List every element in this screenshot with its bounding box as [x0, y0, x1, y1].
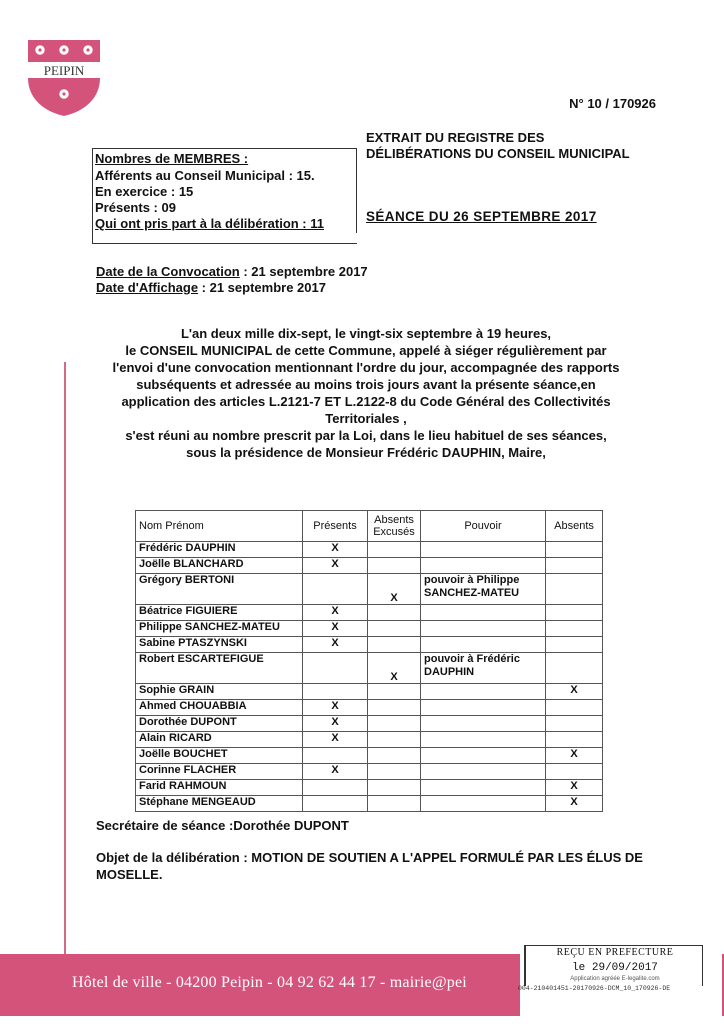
proxy-cell: [421, 684, 546, 700]
extract-line-1: EXTRAIT DU REGISTRE DES: [366, 130, 545, 145]
absent-mark: X: [546, 796, 603, 812]
member-name: Joëlle BOUCHET: [136, 748, 303, 764]
attendance-table: [135, 510, 603, 812]
proxy-line-2: SANCHEZ-MATEU: [424, 587, 520, 599]
members-exercice: En exercice : 15: [95, 184, 194, 199]
preamble-line: Territoriales ,: [325, 411, 407, 426]
proxy-cell: [421, 716, 546, 732]
members-afferents: Afférents au Conseil Municipal : 15.: [95, 168, 315, 183]
absent-mark: [546, 716, 603, 732]
proxy-cell: [421, 653, 546, 684]
absent-mark: X: [546, 684, 603, 700]
member-name: Béatrice FIGUIERE: [136, 605, 303, 621]
member-name: Corinne FLACHER: [136, 764, 303, 780]
proxy-cell: [421, 796, 546, 812]
absent-mark: [546, 542, 603, 558]
excused-mark: [368, 732, 421, 748]
table-row: [136, 558, 603, 574]
table-row: [136, 700, 603, 716]
present-mark: X: [303, 542, 368, 558]
table-row: [136, 780, 603, 796]
member-name: Alain RICARD: [136, 732, 303, 748]
absent-mark: [546, 700, 603, 716]
convocation-label: Date de la Convocation: [96, 264, 240, 279]
object-label: Objet de la délibération: [96, 850, 240, 865]
table-row: [136, 748, 603, 764]
proxy-cell: [421, 605, 546, 621]
present-mark: X: [303, 558, 368, 574]
convocation-date: [96, 264, 368, 279]
member-name: Farid RAHMOUN: [136, 780, 303, 796]
proxy-cell: [421, 700, 546, 716]
absent-mark: [546, 732, 603, 748]
excused-mark: [368, 700, 421, 716]
present-mark: [303, 684, 368, 700]
excused-mark: [368, 748, 421, 764]
stamp-title: REÇU EN PREFECTURE: [556, 947, 674, 958]
affichage-value: : 21 septembre 2017: [198, 280, 326, 295]
excused-mark: [368, 605, 421, 621]
excused-mark: [368, 764, 421, 780]
present-mark: X: [303, 700, 368, 716]
present-mark: X: [303, 637, 368, 653]
header-absents: Absents: [546, 511, 603, 542]
proxy-cell: [421, 748, 546, 764]
proxy-cell: [421, 637, 546, 653]
preamble-line: L'an deux mille dix-sept, le vingt-six septembre à 19 heures,: [180, 326, 552, 341]
members-title: Nombres de MEMBRES :: [95, 151, 249, 166]
absent-mark: [546, 653, 603, 684]
extract-header: [366, 130, 686, 162]
absent-mark: X: [546, 748, 603, 764]
member-name: Ahmed CHOUABBIA: [136, 700, 303, 716]
header-presents: Présents: [303, 511, 368, 542]
object-value: : MOTION DE SOUTIEN A L'APPEL FORMULÉ PAR LES ÉLUS DE MOSELLE.: [96, 850, 643, 882]
session-title: SÉANCE DU 26 SEPTEMBRE 2017: [366, 209, 597, 224]
excused-mark: [368, 558, 421, 574]
members-box: [92, 148, 357, 244]
proxy-line-1: pouvoir à Philippe: [424, 574, 520, 586]
stamp-date: le 29/09/2017: [572, 962, 658, 974]
deliberation-reference: N° 10 / 170926: [569, 96, 656, 111]
absent-mark: [546, 637, 603, 653]
present-mark: [303, 748, 368, 764]
present-mark: X: [303, 605, 368, 621]
excused-mark: [368, 684, 421, 700]
excused-mark: [368, 796, 421, 812]
header-name: Nom Prénom: [136, 511, 303, 542]
excused-mark: [368, 637, 421, 653]
member-name: Joëlle BLANCHARD: [136, 558, 303, 574]
proxy-line-1: pouvoir à Frédéric: [424, 653, 520, 665]
member-name: Robert ESCARTEFIGUE: [136, 653, 303, 684]
members-votants: Qui ont pris part à la délibération : 11: [95, 216, 324, 231]
stamp-application: Application agréée E-legalite.com: [570, 976, 660, 982]
member-name: Sophie GRAIN: [136, 684, 303, 700]
present-mark: [303, 780, 368, 796]
excused-mark: [368, 621, 421, 637]
header-pouvoir: Pouvoir: [421, 511, 546, 542]
proxy-line-2: DAUPHIN: [424, 666, 475, 678]
peipin-crest-logo: [26, 38, 102, 118]
table-row: [136, 764, 603, 780]
table-body: [136, 542, 603, 812]
table-row: [136, 637, 603, 653]
present-mark: X: [303, 621, 368, 637]
present-mark: X: [303, 764, 368, 780]
present-mark: X: [303, 716, 368, 732]
present-mark: [303, 796, 368, 812]
absent-mark: [546, 764, 603, 780]
members-presents: Présents : 09: [95, 200, 176, 215]
stamp-identifier: 004-210401451-20170926-DCM_10_170926-DE: [518, 985, 671, 992]
proxy-cell: [421, 542, 546, 558]
excused-mark: X: [368, 574, 421, 605]
header-excuses: Absents Excusés: [368, 511, 421, 542]
absent-mark: [546, 558, 603, 574]
preamble-line: sous la présidence de Monsieur Frédéric DAUPHIN, Maire,: [186, 445, 546, 460]
preamble-line: le CONSEIL MUNICIPAL de cette Commune, appelé à siéger régulièrement par: [125, 343, 607, 358]
excused-mark: [368, 542, 421, 558]
excused-mark: X: [368, 653, 421, 684]
absent-mark: [546, 605, 603, 621]
table-row: [136, 653, 603, 684]
table-row: [136, 621, 603, 637]
preamble: [66, 325, 666, 461]
table-row: [136, 716, 603, 732]
extract-line-2: DÉLIBÉRATIONS DU CONSEIL MUNICIPAL: [366, 146, 630, 161]
preamble-line: subséquents et adressée au moins trois jours avant la présente séance,en: [136, 377, 596, 392]
affichage-date: [96, 280, 326, 295]
deliberation-object: [96, 849, 656, 883]
proxy-cell: [421, 780, 546, 796]
absent-mark: [546, 574, 603, 605]
excused-mark: [368, 716, 421, 732]
absent-mark: [546, 621, 603, 637]
preamble-line: l'envoi d'une convocation mentionnant l'ordre du jour, accompagnée des rapports: [112, 360, 620, 375]
footer-address: Hôtel de ville - 04200 Peipin - 04 92 62 44 17 - mairie@pei: [72, 974, 467, 991]
table-row: [136, 605, 603, 621]
member-name: Dorothée DUPONT: [136, 716, 303, 732]
present-mark: [303, 574, 368, 605]
table-header-row: [136, 511, 603, 542]
convocation-value: : 21 septembre 2017: [239, 264, 368, 279]
proxy-cell: [421, 764, 546, 780]
affichage-label: Date d'Affichage: [96, 280, 199, 295]
table-row: [136, 574, 603, 605]
present-mark: [303, 653, 368, 684]
proxy-cell: [421, 574, 546, 605]
table-row: [136, 542, 603, 558]
present-mark: X: [303, 732, 368, 748]
member-name: Philippe SANCHEZ-MATEU: [136, 621, 303, 637]
table-row: [136, 732, 603, 748]
logo-text: PEIPIN: [43, 63, 85, 78]
secretary: Secrétaire de séance :Dorothée DUPONT: [96, 818, 349, 833]
proxy-cell: [421, 732, 546, 748]
table-row: [136, 796, 603, 812]
proxy-cell: [421, 558, 546, 574]
member-name: Frédéric DAUPHIN: [136, 542, 303, 558]
preamble-line: application des articles L.2121-7 ET L.2122-8 du Code Général des Collectivités: [121, 394, 611, 409]
proxy-cell: [421, 621, 546, 637]
member-name: Stéphane MENGEAUD: [136, 796, 303, 812]
preamble-line: s'est réuni au nombre prescrit par la Loi, dans le lieu habituel de ses séances,: [125, 428, 607, 443]
member-name: Sabine PTASZYNSKI: [136, 637, 303, 653]
absent-mark: X: [546, 780, 603, 796]
excused-mark: [368, 780, 421, 796]
table-row: [136, 684, 603, 700]
member-name: Grégory BERTONI: [136, 574, 303, 605]
